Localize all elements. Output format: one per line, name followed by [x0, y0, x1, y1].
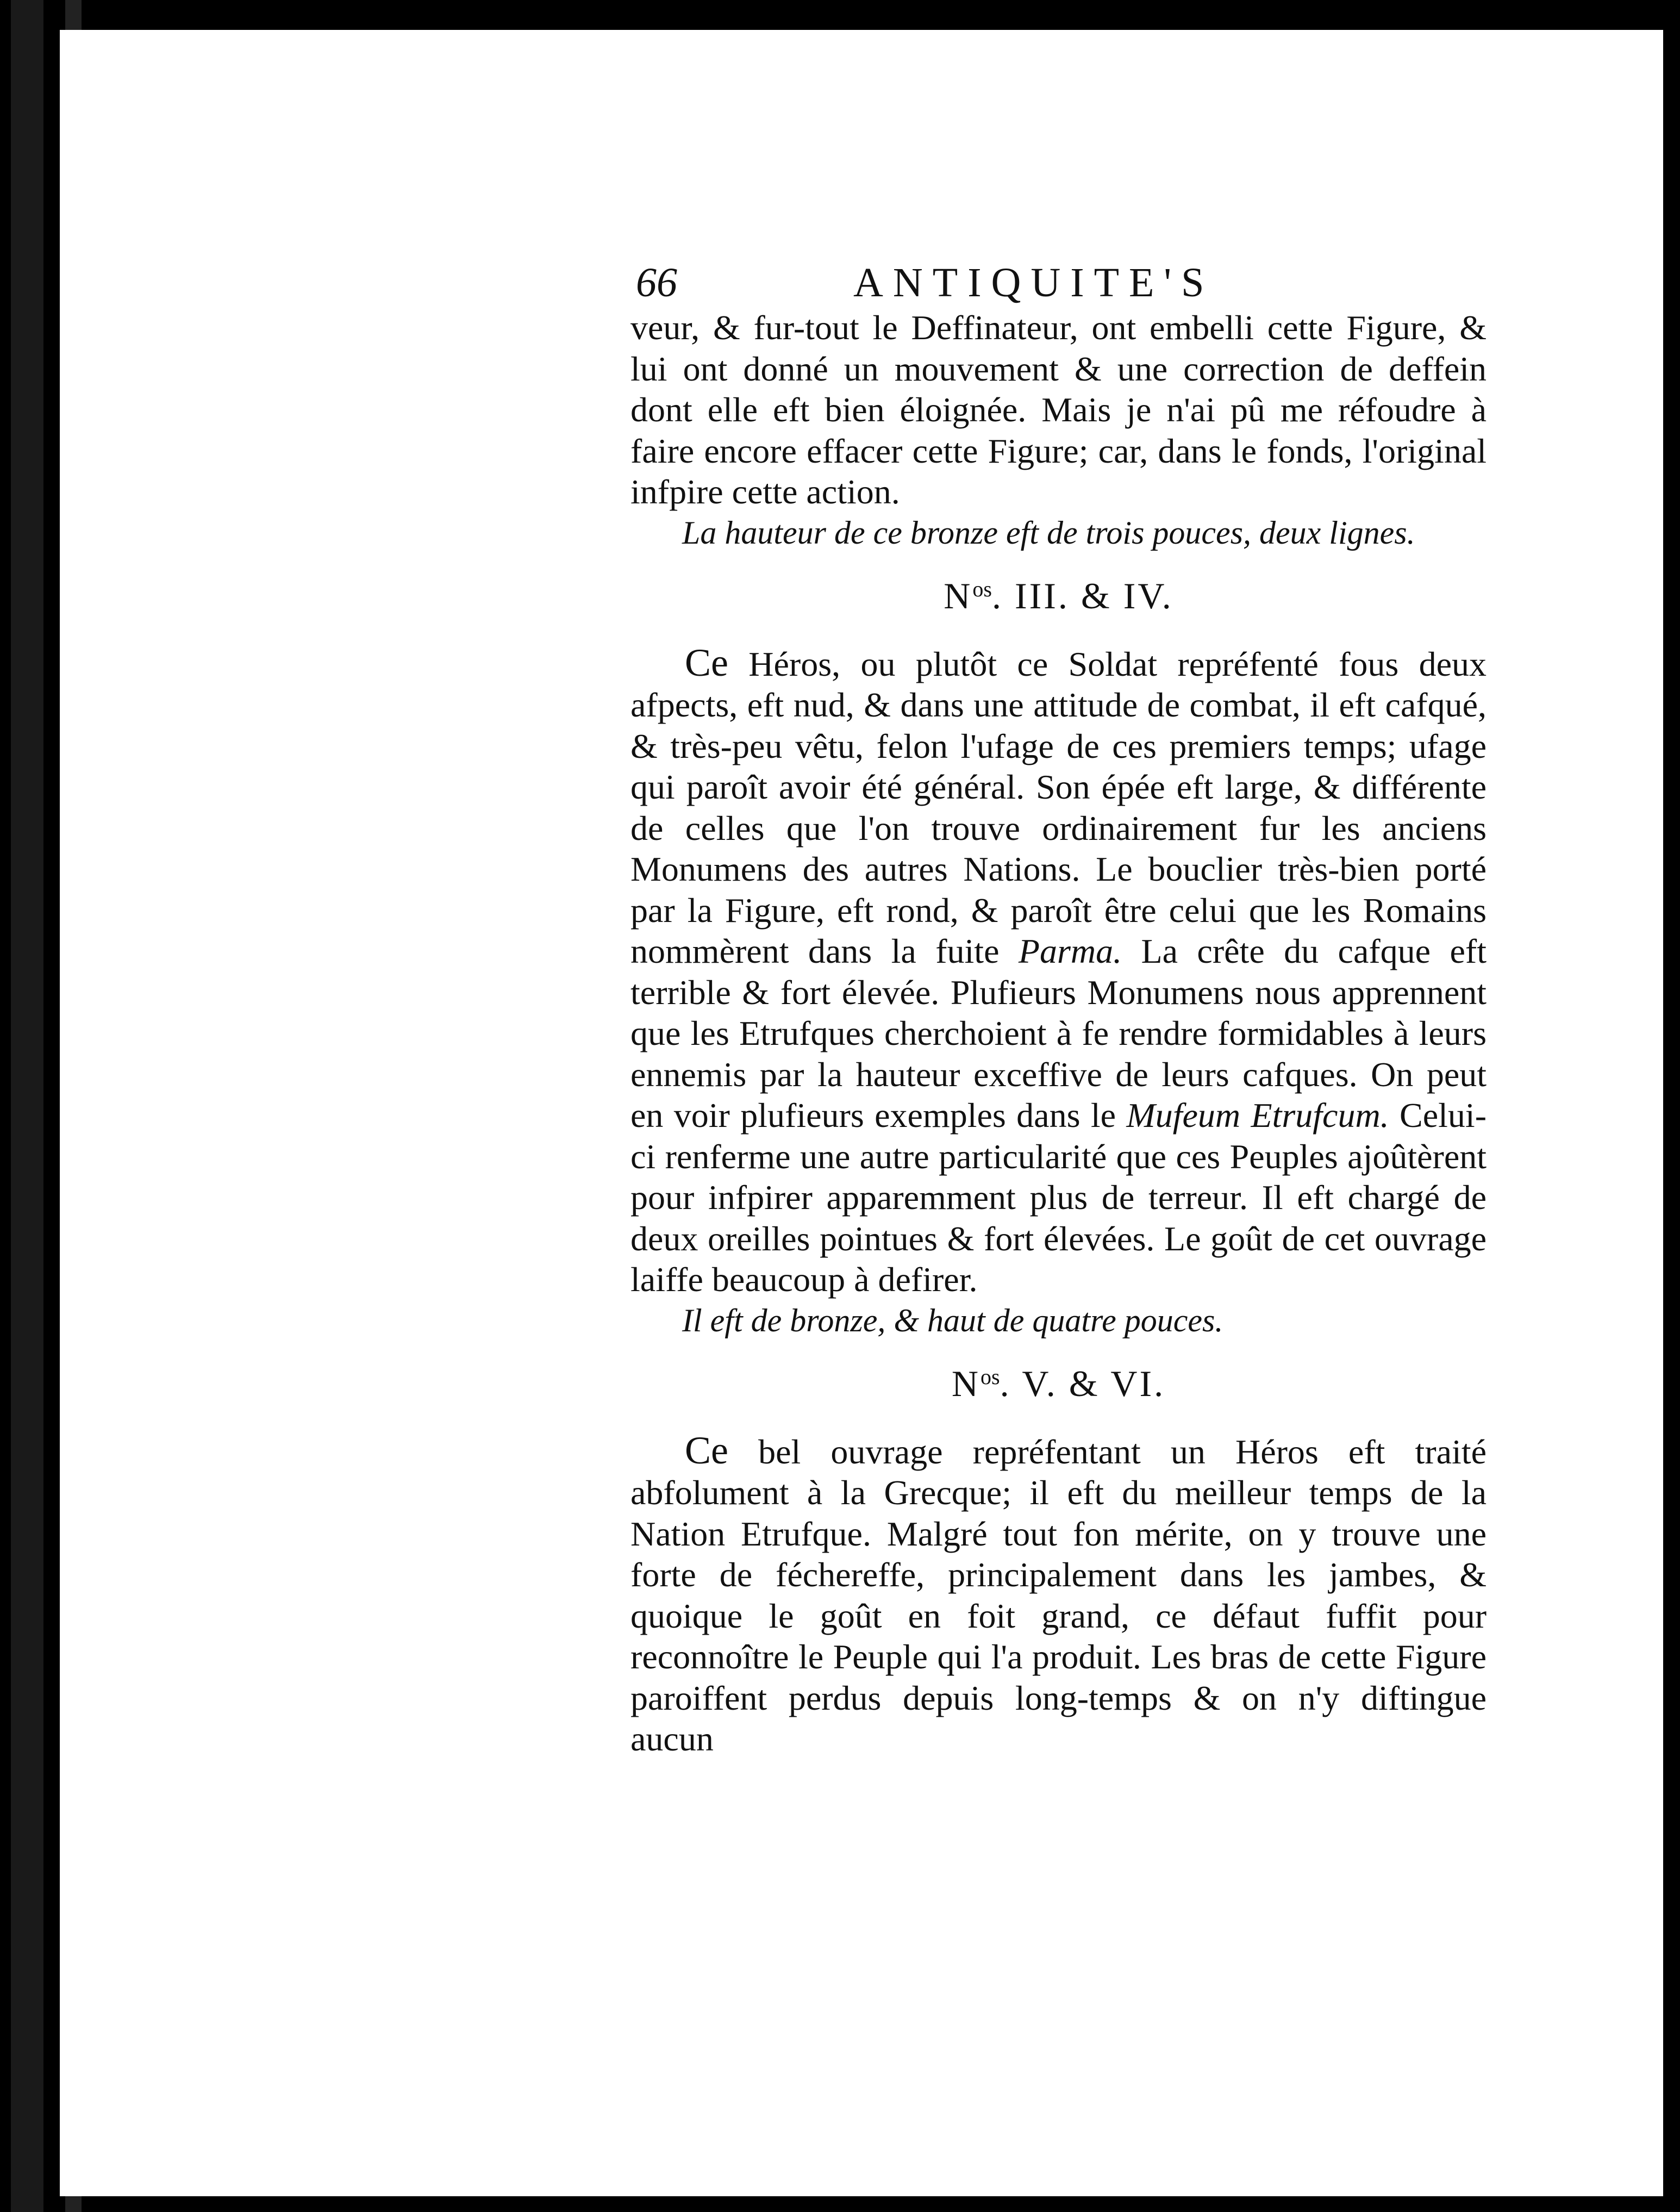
section-prefix: N	[944, 575, 973, 616]
paragraph-initial: Ce	[685, 640, 728, 684]
text-block	[630, 258, 1487, 1760]
italic-term: Parma.	[1018, 932, 1122, 970]
left-binding-edge	[11, 0, 43, 2212]
dimension-note-2: Il eft de bronze, & haut de quatre pouces.	[682, 1302, 1223, 1338]
paragraph-text: bel ouvrage repréfentant un Héros eft traité abfolument à la Grecque; il eft du meilleur temps de la Nation Etrufque. Malgré tout fon mérite, on y trouve une forte de féchereffe, principalement dans les jambes, & quoique le goût en foit grand, ce défaut fuffit pour reconnoître le Peuple qui l'a produit. Les bras de cette Figure paroiffent perdus depuis long-temps & on n'y diftingue aucun	[630, 1432, 1487, 1758]
section-sup: os	[980, 1364, 1000, 1389]
paragraph-text: Héros, ou plutôt ce Soldat repréfenté fous deux afpects, eft nud, & dans une attitude de combat, il eft cafqué, & très-peu vêtu, felon l'ufage de ces premiers temps; ufage qui paroît avoir été général. Son épée eft large, & différente de celles que l'on trouve ordinairement fur les anciens Monumens des autres Nations. Le bouclier très-bien porté par la Figure, eft rond, & paroît être celui que les Romains nommèrent dans la fuite	[630, 644, 1487, 970]
paragraph-v-vi	[630, 1430, 1487, 1760]
section-title: . V. & VI.	[1000, 1362, 1166, 1404]
paragraph-iii-iv	[630, 640, 1487, 1300]
paragraph-text: Celui-ci renferme une autre particularité que ces Peuples ajoûtèrent pour infpirer apparemment plus de terreur. Il eft chargé de deux oreilles pointues & fort élevées. Le goût de cet ouvrage laiffe beaucoup à defirer.	[630, 1096, 1487, 1299]
italic-term: Mufeum Etrufcum.	[1126, 1096, 1389, 1135]
running-head-title: ANTIQUITE'S	[853, 260, 1214, 306]
paragraph-initial: Ce	[685, 1428, 728, 1472]
paragraph-text: La crête du cafque eft terrible & fort élevée. Plufieurs Monumens nous apprennent que les Etrufques cherchoient à fe rendre formidables à leurs ennemis par la hauteur exceffive de leurs cafques. On peut en voir plufieurs exemples dans le	[630, 932, 1487, 1135]
section-sup: os	[972, 576, 992, 601]
section-title: . III. & IV.	[991, 575, 1173, 616]
section-prefix: N	[951, 1362, 980, 1404]
book-page	[60, 30, 1663, 2196]
section-heading-v-vi	[630, 1355, 1487, 1405]
page-number: 66	[636, 260, 677, 306]
dimension-note-1: La hauteur de ce bronze eft de trois pouces, deux lignes.	[682, 514, 1415, 551]
section-heading-iii-iv	[630, 568, 1487, 618]
paragraph-continuation: veur, & fur-tout le Deffinateur, ont embelli cette Figure, & lui ont donné un mouvement & une correction de deffein dont elle eft bien éloignée. Mais je n'ai pû me réfoudre à faire encore effacer cette Figure; car, dans le fonds, l'original infpire cette action.	[630, 308, 1487, 511]
running-head	[630, 258, 1487, 307]
